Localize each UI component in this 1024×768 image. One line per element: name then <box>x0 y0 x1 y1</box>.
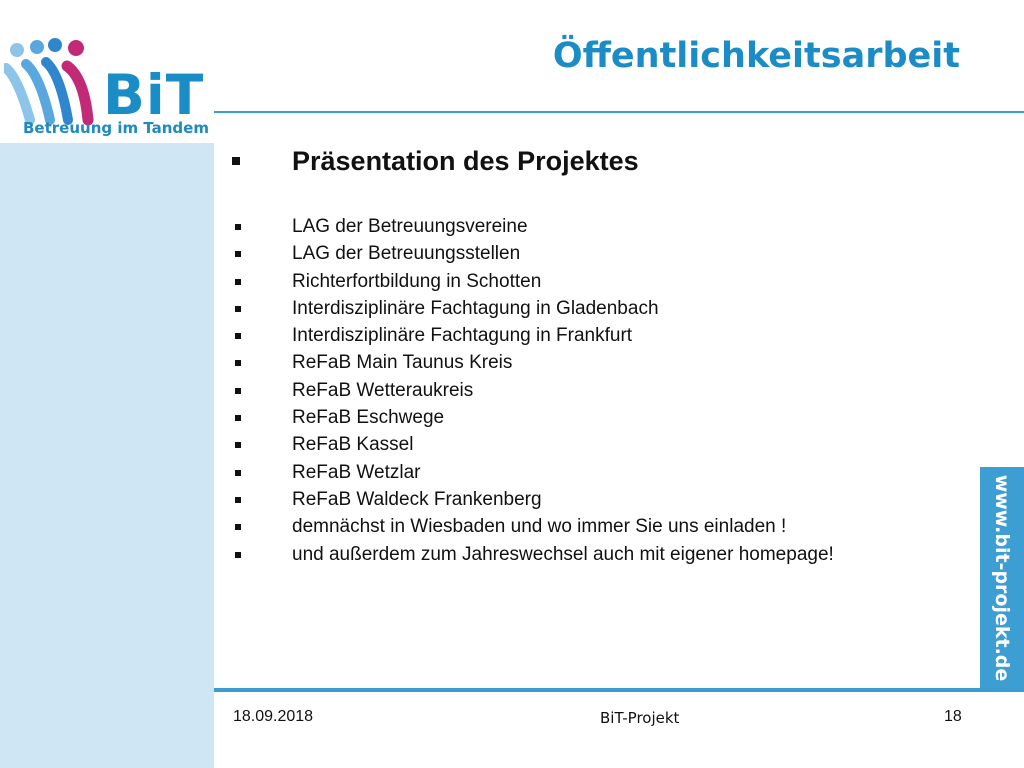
footer-title: BiT-Projekt <box>600 709 680 727</box>
list-item-text: LAG der Betreuungsvereine <box>292 216 528 237</box>
square-bullet-icon <box>235 552 241 558</box>
square-bullet-icon <box>235 333 241 339</box>
bit-logo <box>0 30 220 142</box>
list-item-text: ReFaB Eschwege <box>292 407 445 429</box>
list-item-text: ReFaB Wetteraukreis <box>292 379 474 401</box>
square-bullet-icon <box>235 470 241 476</box>
square-bullet-icon <box>235 415 241 421</box>
footer-date: 18.09.2018 <box>233 708 314 725</box>
footer-divider <box>214 688 1024 692</box>
title-divider <box>214 111 1024 113</box>
logo-tagline: Betreuung im Tandem <box>23 119 209 137</box>
square-bullet-icon <box>235 388 241 394</box>
left-side-panel <box>0 143 214 768</box>
list-item-text: Interdisziplinäre Fachtagung in Frankfurt <box>292 325 633 347</box>
square-bullet-icon <box>235 251 241 257</box>
list-item-text: ReFaB Kassel <box>292 434 414 456</box>
list-item-text: ReFaB Waldeck Frankenberg <box>292 488 542 510</box>
list-item-text: und außerdem zum Jahreswechsel auch mit eigener homepage! <box>292 543 834 565</box>
list-item-text: ReFaB Main Taunus Kreis <box>292 352 513 374</box>
list-item-text: ReFaB Wetzlar <box>292 461 421 483</box>
logo-wordmark: BiT <box>103 63 205 127</box>
list-item-text: demnächst in Wiesbaden und wo immer Sie uns einladen ! <box>292 516 787 538</box>
square-bullet-icon <box>235 360 241 366</box>
square-bullet-icon <box>235 524 241 530</box>
slide-title: Öffentlichkeitsarbeit <box>552 36 960 76</box>
square-bullet-icon <box>235 279 241 285</box>
square-bullet-icon <box>235 497 241 503</box>
list-item-text: Richterfortbildung in Schotten <box>292 270 542 292</box>
square-bullet-icon <box>235 306 241 312</box>
heading-text: Präsentation des Projektes <box>292 146 639 176</box>
people-figures-icon <box>4 38 104 128</box>
website-url: www.bit-projekt.de <box>991 474 1013 681</box>
list-item-text: LAG der Betreuungsstellen <box>292 243 521 265</box>
square-bullet-icon <box>232 157 240 165</box>
square-bullet-icon <box>235 224 241 230</box>
list-item-text: Interdisziplinäre Fachtagung in Gladenbach <box>292 297 659 319</box>
square-bullet-icon <box>235 442 241 448</box>
page-number: 18 <box>944 708 962 725</box>
website-tab <box>980 467 1024 688</box>
